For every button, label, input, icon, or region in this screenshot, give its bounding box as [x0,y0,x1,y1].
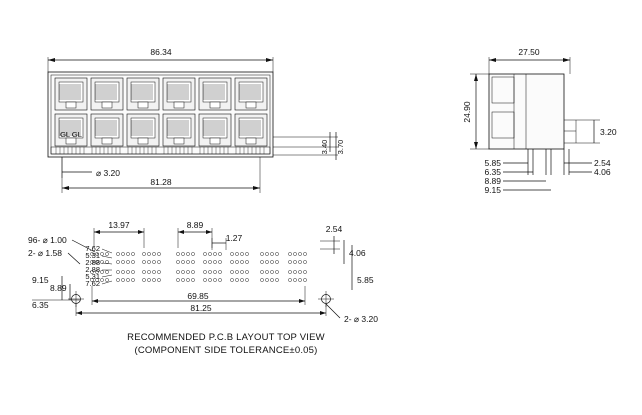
port [163,114,195,146]
port [127,114,159,146]
callout-mount-holes [326,304,378,324]
dim-left-pcb [32,275,80,310]
dim-24-90: 24.90 [462,101,472,123]
dim-8-89-pcb: 8.89 [50,283,67,293]
dim-86-34: 86.34 [150,47,172,57]
dim-4-06-side: 4.06 [594,167,611,177]
dim-69-85: 69.85 [187,291,209,301]
dim-8-89-side: 8.89 [484,176,501,186]
port [199,114,231,146]
dim-13-97-group [94,220,144,248]
dim-5-85-side: 5.85 [484,158,501,168]
dim-left-hole [62,157,120,178]
dim-right-pcb [320,224,374,290]
port [235,78,267,110]
dim-8-89-top: 8.89 [186,220,204,230]
dim-8-89-group [178,220,212,248]
port [199,78,231,110]
hole-group [90,252,306,281]
dim-4-06-pcb: 4.06 [349,248,366,258]
dim-side-step [576,120,617,143]
note-2-phi-3-20: 2- ⌀ 3.20 [344,314,378,324]
port [91,78,123,110]
callout-2-holes [28,248,80,264]
dim-81-25-group [76,303,326,316]
port [91,114,123,146]
dim-2-54-side: 2.54 [594,158,611,168]
pcb-layout-group [28,220,378,356]
stack-label-2: 2.88 [85,258,100,267]
dim-overall-width [48,47,273,72]
note-2-holes: 2- ⌀ 1.58 [28,248,62,258]
dim-9-15-side: 9.15 [484,185,501,195]
dim-3-20-side: 3.20 [600,127,617,137]
stack-label-0: 7.62 [85,244,100,253]
port [163,78,195,110]
dim-9-15-pcb: 9.15 [32,275,49,285]
side-view-group [462,47,617,195]
dim-13-97: 13.97 [108,220,130,230]
dim-phi-3-20: ⌀ 3.20 [95,168,121,178]
dim-side-width [489,47,570,74]
dim-6-35-side: 6.35 [484,167,501,177]
caption-line-1: RECOMMENDED P.C.B LAYOUT TOP VIEW [127,332,325,343]
caption-line-2: (COMPONENT SIDE TOLERANCE±0.05) [134,345,318,356]
port [235,114,267,146]
side-pins [528,149,569,175]
stack-label-1: 5.31 [85,251,100,260]
dim-27-50: 27.50 [518,47,540,57]
dim-pcb-width [62,157,260,193]
port-marking-label: GL GL [60,130,82,139]
dim-2-54-pcb: 2.54 [325,224,343,234]
dim-6-35-pcb: 6.35 [32,300,49,310]
port [55,78,87,110]
port [127,78,159,110]
dim-5-85-pcb: 5.85 [357,275,374,285]
dim-right-front [273,132,345,160]
dim-3-70: 3.70 [336,139,345,155]
stack-label-3: 2.88 [85,265,100,274]
dim-1-27: 1.27 [225,233,243,243]
stack-label-4: 5.31 [85,272,100,281]
dim-side-height [462,74,489,149]
dim-side-left-stack [484,158,551,195]
dim-side-right-stack [564,158,611,177]
dim-81-28: 81.28 [150,177,172,187]
dim-81-25: 81.25 [190,303,212,313]
front-view-group [48,47,345,193]
dim-3-40: 3.40 [320,139,329,155]
dim-1-27-group [212,233,243,250]
stack-label-5: 7.62 [85,279,100,288]
note-96-holes: 96- ⌀ 1.00 [28,235,67,245]
